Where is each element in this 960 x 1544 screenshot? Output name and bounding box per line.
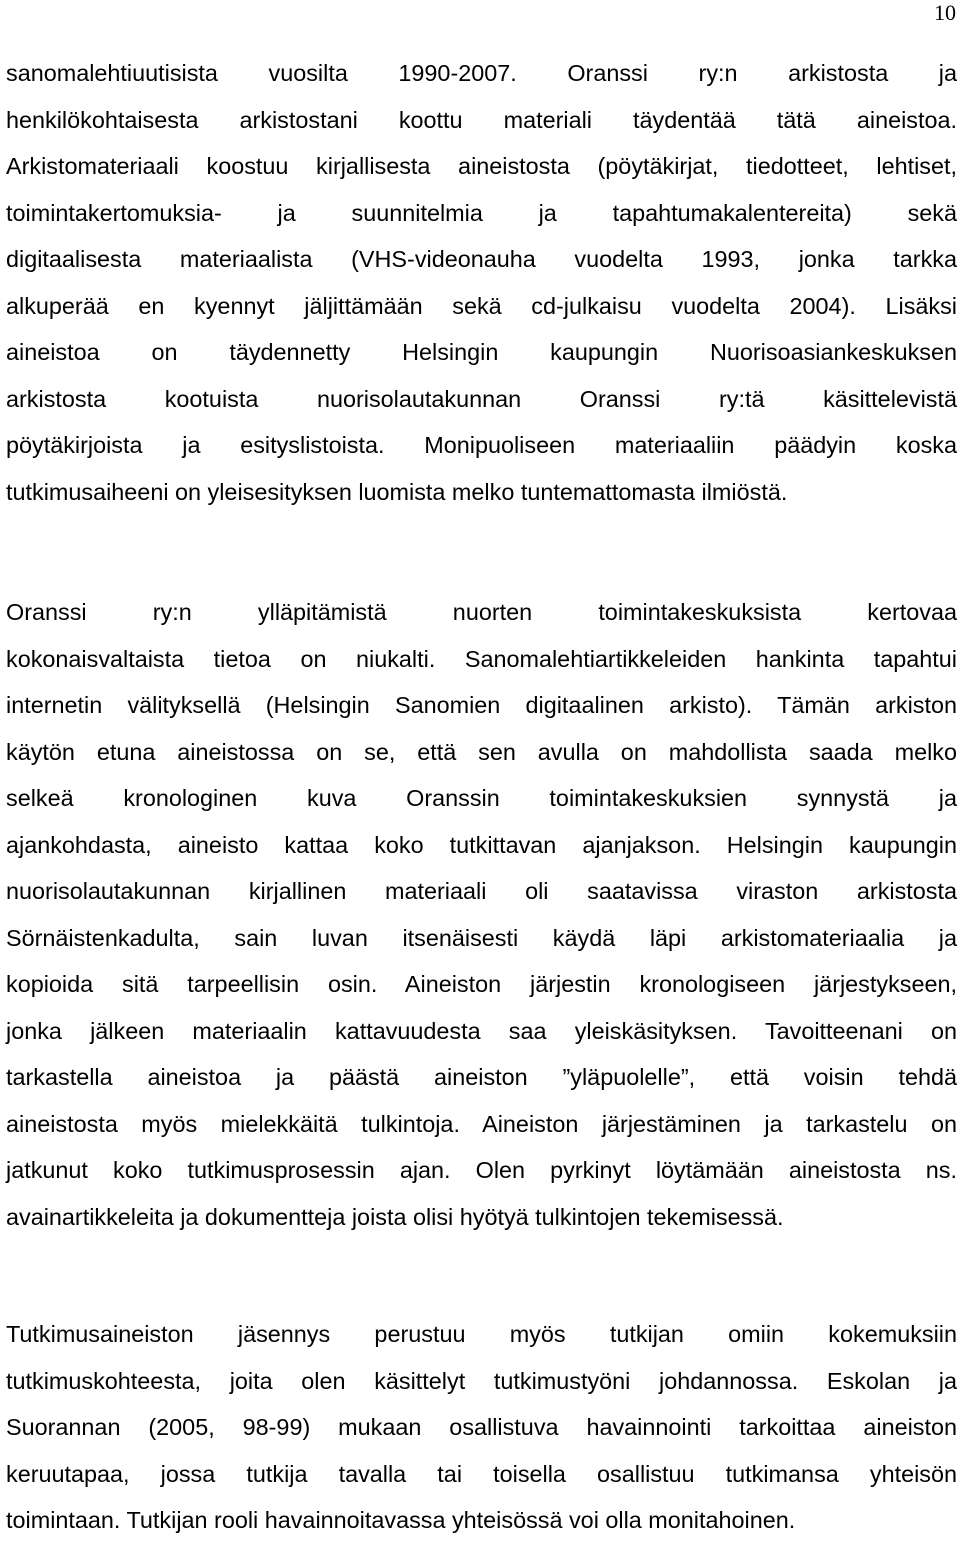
text-line: nuorisolautakunnan kirjallinen materiaali oli saatavissa viraston arkistosta (6, 878, 957, 904)
text-line: aineistoa on täydennetty Helsingin kaupungin Nuorisoasiankeskuksen (6, 339, 957, 365)
paragraph-method (6, 1311, 957, 1544)
text-line: Tutkimusaineiston jäsennys perustuu myös tutkijan omiin kokemuksiin (6, 1321, 957, 1347)
text-line: tutkimusaiheeni on yleisesityksen luomista melko tuntemattomasta ilmiöstä. (6, 478, 788, 505)
text-line: käytön etuna aineistossa on se, että sen avulla on mahdollista saada melko (6, 738, 957, 765)
text-line: aineistosta myös mielekkäitä tulkintoja. Aineiston järjestäminen ja tarkastelu on (6, 1110, 957, 1137)
page-number: 10 (934, 0, 956, 25)
paragraph-sources (6, 50, 957, 515)
text-line: selkeä kronologinen kuva Oranssin toimintakeskuksien synnystä ja (6, 785, 957, 811)
text-line: pöytäkirjoista ja esityslistoista. Monipuoliseen materiaaliin päädyin koska (6, 432, 957, 458)
text-line: Suorannan (2005, 98-99) mukaan osallistuva havainnointi tarkoittaa aineiston (6, 1414, 957, 1440)
text-line: kokonaisvaltaista tietoa on niukalti. Sanomalehtiartikkeleiden hankinta tapahtui (6, 645, 957, 672)
text-line: toimintakertomuksia- ja suunnitelmia ja tapahtumakalentereita) sekä (6, 199, 957, 226)
text-line: sanomalehtiuutisista vuosilta 1990-2007. Oranssi ry:n arkistosta ja (6, 60, 957, 86)
text-line: arkistosta kootuista nuorisolautakunnan Oranssi ry:tä käsittelevistä (6, 385, 957, 412)
text-line: Oranssi ry:n ylläpitämistä nuorten toimintakeskuksista kertovaa (6, 599, 957, 625)
text-line: kopioida sitä tarpeellisin osin. Aineiston järjestin kronologiseen järjestykseen, (6, 971, 957, 997)
text-line: tarkastella aineistoa ja päästä aineiston ”yläpuolelle”, että voisin tehdä (6, 1064, 957, 1090)
paragraph-archive (6, 589, 957, 1240)
text-line: Arkistomateriaali koostuu kirjallisesta aineistosta (pöytäkirjat, tiedotteet, lehtiset, (6, 153, 957, 179)
text-line: tutkimuskohteesta, joita olen käsittelyt tutkimustyöni johdannossa. Eskolan ja (6, 1367, 957, 1394)
text-line: alkuperää en kyennyt jäljittämään sekä cd-julkaisu vuodelta 2004). Lisäksi (6, 292, 957, 319)
text-line: avainartikkeleita ja dokumentteja joista olisi hyötyä tulkintojen tekemisessä. (6, 1203, 784, 1230)
text-line: Sörnäistenkadulta, sain luvan itsenäisesti käydä läpi arkistomateriaalia ja (6, 924, 957, 951)
text-line: keruutapaa, jossa tutkija tavalla tai toisella osallistuu tutkimansa yhteisön (6, 1460, 957, 1487)
text-line: digitaalisesta materiaalista (VHS-videonauha vuodelta 1993, jonka tarkka (6, 246, 957, 272)
text-line: jonka jälkeen materiaalin kattavuudesta saa yleiskäsityksen. Tavoitteenani on (6, 1017, 957, 1044)
text-line: henkilökohtaisesta arkistostani koottu materiali täydentää tätä aineistoa. (6, 106, 957, 133)
text-line: toimintaan. Tutkijan rooli havainnoitavassa yhteisössä voi olla monitahoinen. (6, 1507, 796, 1533)
text-line: internetin välityksellä (Helsingin Sanomien digitaalinen arkisto). Tämän arkiston (6, 692, 957, 718)
text-line: jatkunut koko tutkimusprosessin ajan. Olen pyrkinyt löytämään aineistosta ns. (6, 1157, 957, 1183)
text-line: ajankohdasta, aineisto kattaa koko tutkittavan ajanjakson. Helsingin kaupungin (6, 831, 957, 858)
